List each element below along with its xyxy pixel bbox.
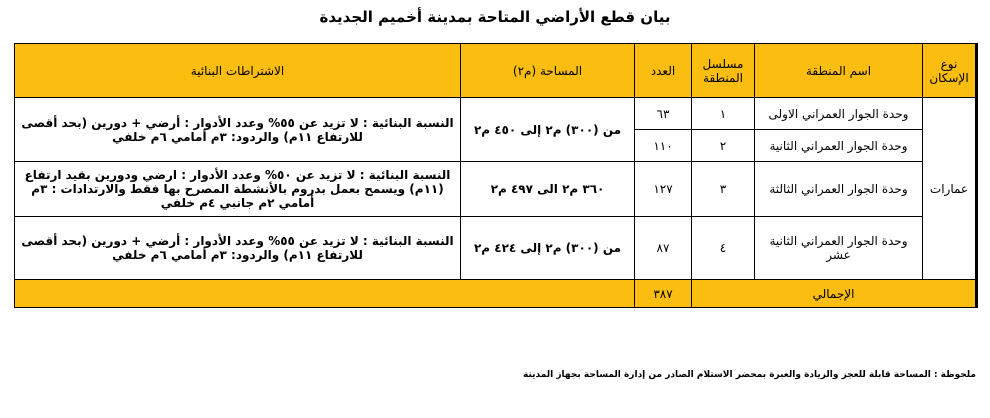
total-row — [15, 280, 977, 308]
conditions-cell: النسبة البنائية : لا تزيد عن ٥٥% وعدد الأدوار : أرضي + دورين (بحد أقصى للارتفاع ١١م) والردود: ٣م أمامي ٦م خلفي — [15, 98, 461, 162]
count-cell: ١٢٧ — [635, 162, 692, 217]
header-serial: مسلسل المنطقة — [692, 44, 755, 98]
count-cell: ١١٠ — [635, 130, 692, 162]
area-cell: من (٣٠٠) م٢ إلى ٤٢٤ م٢ — [461, 217, 635, 280]
conditions-cell: النسبة البنائية : لا تزيد عن ٥٠% وعدد الأدوار : ارضي ودورين بقيد ارتفاع (١١م) ويسمح بعمل بدروم بالأنشطة المصرح بها فقط والارتدادات : ٣م أمامي ٢م جانبي ٤م خلفي — [15, 162, 461, 217]
table-row — [15, 217, 977, 280]
count-cell: ٦٣ — [635, 98, 692, 130]
serial-cell: ٢ — [692, 130, 755, 162]
total-label: الإجمالي — [692, 280, 977, 308]
header-count: العدد — [635, 44, 692, 98]
serial-cell: ١ — [692, 98, 755, 130]
serial-cell: ٣ — [692, 162, 755, 217]
header-area: المساحة (م٢) — [461, 44, 635, 98]
header-housing-type: نوع الإسكان — [923, 44, 977, 98]
total-empty — [15, 280, 635, 308]
total-value: ٣٨٧ — [635, 280, 692, 308]
area-cell: ٣٦٠ م٢ الى ٤٩٧ م٢ — [461, 162, 635, 217]
zone-name-cell: وحدة الجوار العمراني الثانية عشر — [755, 217, 923, 280]
footnote: ملحوظة : المساحة قابلة للعجز والزيادة والعبرة بمحضر الاستلام الصادر من إدارة المساحة بجهاز المدينة — [523, 370, 976, 380]
header-conditions: الاشتراطات البنائية — [15, 44, 461, 98]
zone-name-cell: وحدة الجوار العمراني الثانية — [755, 130, 923, 162]
table-header-row — [15, 44, 977, 98]
count-cell: ٨٧ — [635, 217, 692, 280]
zone-name-cell: وحدة الجوار العمراني الاولى — [755, 98, 923, 130]
header-zone-name: اسم المنطقة — [755, 44, 923, 98]
conditions-cell: النسبة البنائية : لا تزيد عن ٥٥% وعدد الأدوار : أرضي + دورين (بحد أقصى للارتفاع ١١م) والردود: ٣م أمامي ٦م خلفي — [15, 217, 461, 280]
serial-cell: ٤ — [692, 217, 755, 280]
land-plots-table — [14, 43, 978, 308]
housing-type-cell: عمارات — [923, 98, 977, 280]
page-title: بيان قطع الأراضي المتاحة بمدينة أخميم الجديدة — [319, 8, 671, 26]
table-row — [15, 98, 977, 130]
zone-name-cell: وحدة الجوار العمراني الثالثة — [755, 162, 923, 217]
area-cell: من (٣٠٠) م٢ إلى ٤٥٠ م٢ — [461, 98, 635, 162]
table-row — [15, 162, 977, 217]
